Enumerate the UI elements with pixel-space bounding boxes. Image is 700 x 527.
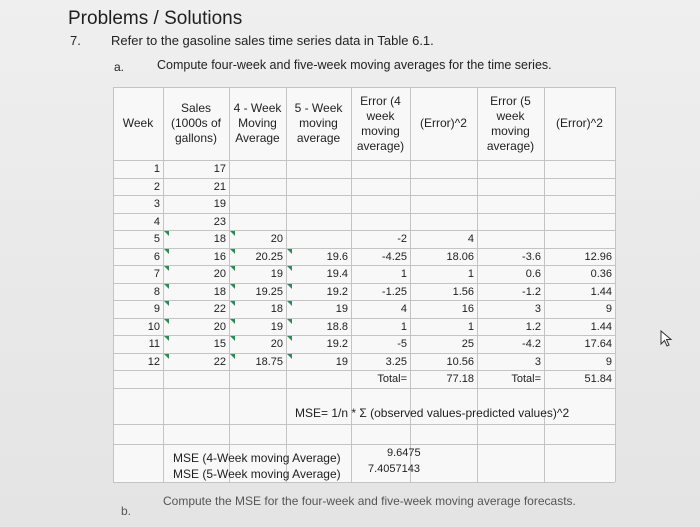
formula-marker-icon [287,284,292,289]
table-cell: 19 [213,198,226,210]
table-cell: 20 [213,268,226,280]
table-cell: 10.56 [446,355,474,368]
grid-line [615,87,616,482]
formula-marker-icon [230,266,235,271]
table-cell: 6 [153,250,160,263]
formula-marker-icon [287,354,292,359]
column-header: Error (5 week moving average) [486,93,535,153]
mse-4-label: MSE (4-Week moving Average) [173,451,341,465]
table-cell: -4.2 [522,338,541,350]
spreadsheet-table [113,87,615,482]
grid-line [113,318,615,319]
grid-line [113,424,615,425]
column-header: 4 - Week Moving Average [233,101,282,145]
formula-marker-icon [230,336,235,341]
table-cell: 1.56 [452,285,474,298]
table-cell: 19.2 [326,285,348,298]
table-cell: 23 [213,215,226,228]
grid-line [113,482,615,483]
table-cell: -2 [397,233,407,245]
total-cell: Total= [511,373,541,385]
table-cell: 1 [400,320,407,333]
question-text: Refer to the gasoline sales time series data in Table 6.1. [111,33,434,48]
table-cell: 19.4 [326,268,348,280]
part-a-label: a. [114,60,125,74]
table-cell: 0.6 [525,268,541,280]
table-cell: 8 [153,285,160,298]
table-cell: 15 [213,338,226,350]
table-cell: 18.75 [255,355,283,368]
table-cell: 19 [335,355,348,368]
formula-marker-icon [164,266,169,271]
grid-line [113,353,615,354]
page-title: Problems / Solutions [68,8,243,29]
formula-marker-icon [164,231,169,236]
formula-marker-icon [164,284,169,289]
grid-line [113,444,615,445]
table-cell: 19 [270,320,283,333]
grid-line [113,283,615,284]
formula-marker-icon [164,249,169,254]
mse-5-value: 7.4057143 [368,463,420,475]
formula-marker-icon [287,266,292,271]
mse-formula: MSE= 1/n * Σ (observed values-predicted values)^2 [295,405,570,420]
mse-4-value: 9.6475 [387,447,421,459]
table-cell: 1 [400,268,407,280]
table-cell: 18.06 [446,250,474,263]
table-cell: 1.44 [590,320,612,333]
table-cell: 10 [147,320,160,333]
table-cell: 22 [213,355,226,368]
table-cell: 19.25 [255,285,283,298]
table-cell: 1 [467,320,474,333]
table-cell: 1.44 [590,285,612,298]
formula-marker-icon [287,336,292,341]
column-header: Week [122,116,154,130]
table-cell: 1 [467,268,474,280]
formula-marker-icon [230,284,235,289]
total-cell: 77.18 [446,373,474,385]
column-header: (Error)^2 [556,116,603,130]
part-b-label: b. [121,504,132,518]
formula-marker-icon [230,301,235,306]
table-cell: 12.96 [584,250,612,263]
table-cell: 1.2 [525,320,541,333]
table-cell: 20.25 [255,250,283,263]
table-cell: 20 [270,233,283,245]
formula-marker-icon [287,301,292,306]
grid-line [113,230,615,231]
table-cell: 7 [153,268,160,280]
column-header: (Error)^2 [420,116,467,130]
formula-marker-icon [287,319,292,324]
grid-line [113,248,615,249]
formula-marker-icon [230,354,235,359]
table-cell: 17.64 [584,338,612,350]
table-cell: 4 [467,233,474,245]
table-cell: 18 [213,285,226,298]
total-cell: Total= [377,373,407,385]
table-cell: 12 [147,355,160,368]
table-cell: -1.2 [522,285,541,298]
table-cell: 4 [400,303,407,315]
table-cell: 20 [270,338,283,350]
table-cell: 18 [213,233,226,245]
formula-marker-icon [230,249,235,254]
table-cell: 1 [153,163,160,175]
table-cell: 22 [213,303,226,315]
table-cell: 16 [213,250,226,263]
grid-line [113,370,615,371]
table-cell: 0.36 [590,268,612,280]
table-cell: 5 [153,233,160,245]
table-cell: 3 [153,198,160,210]
mouse-cursor-icon [660,330,674,348]
formula-marker-icon [164,301,169,306]
grid-line [113,300,615,301]
table-cell: 18.8 [326,320,348,333]
formula-marker-icon [230,319,235,324]
part-b-text: Compute the MSE for the four-week and five-week moving average forecasts. [163,494,576,508]
table-cell: 25 [461,338,474,350]
table-cell: 18 [270,303,283,315]
grid-line [113,213,615,214]
formula-marker-icon [164,319,169,324]
table-cell: 17 [213,163,226,175]
formula-marker-icon [230,231,235,236]
table-cell: 3 [534,355,541,368]
grid-line [113,160,615,161]
table-cell: 9 [605,355,612,368]
table-cell: 19.6 [326,250,348,263]
part-a-text: Compute four-week and five-week moving averages for the time series. [157,58,552,72]
grid-line [113,388,615,389]
table-cell: 4 [153,215,160,228]
total-cell: 51.84 [584,373,612,385]
grid-line [113,265,615,266]
column-header: 5 - Week moving average [294,101,343,145]
table-cell: 19 [270,268,283,280]
column-header: Error (4 week moving average) [356,93,405,153]
grid-line [113,335,615,336]
table-cell: 21 [213,180,226,193]
table-cell: 3 [534,303,541,315]
table-cell: -1.25 [381,285,407,298]
table-cell: 2 [153,180,160,193]
table-cell: 16 [461,303,474,315]
grid-line [113,195,615,196]
table-cell: 11 [148,338,160,350]
mse-5-label: MSE (5-Week moving Average) [173,467,341,481]
formula-marker-icon [164,354,169,359]
table-cell: 19 [335,303,348,315]
table-cell: -3.6 [522,250,541,263]
column-header: Sales (1000s of gallons) [170,101,222,145]
formula-marker-icon [164,336,169,341]
table-cell: -5 [397,338,407,350]
grid-line [113,87,615,88]
table-cell: 19.2 [326,338,348,350]
table-cell: 3.25 [385,355,407,368]
table-cell: 9 [605,303,612,315]
table-cell: 20 [213,320,226,333]
table-cell: 9 [153,303,160,315]
question-number: 7. [70,33,81,48]
table-cell: -4.25 [381,250,407,263]
grid-line [113,178,615,179]
formula-marker-icon [287,249,292,254]
